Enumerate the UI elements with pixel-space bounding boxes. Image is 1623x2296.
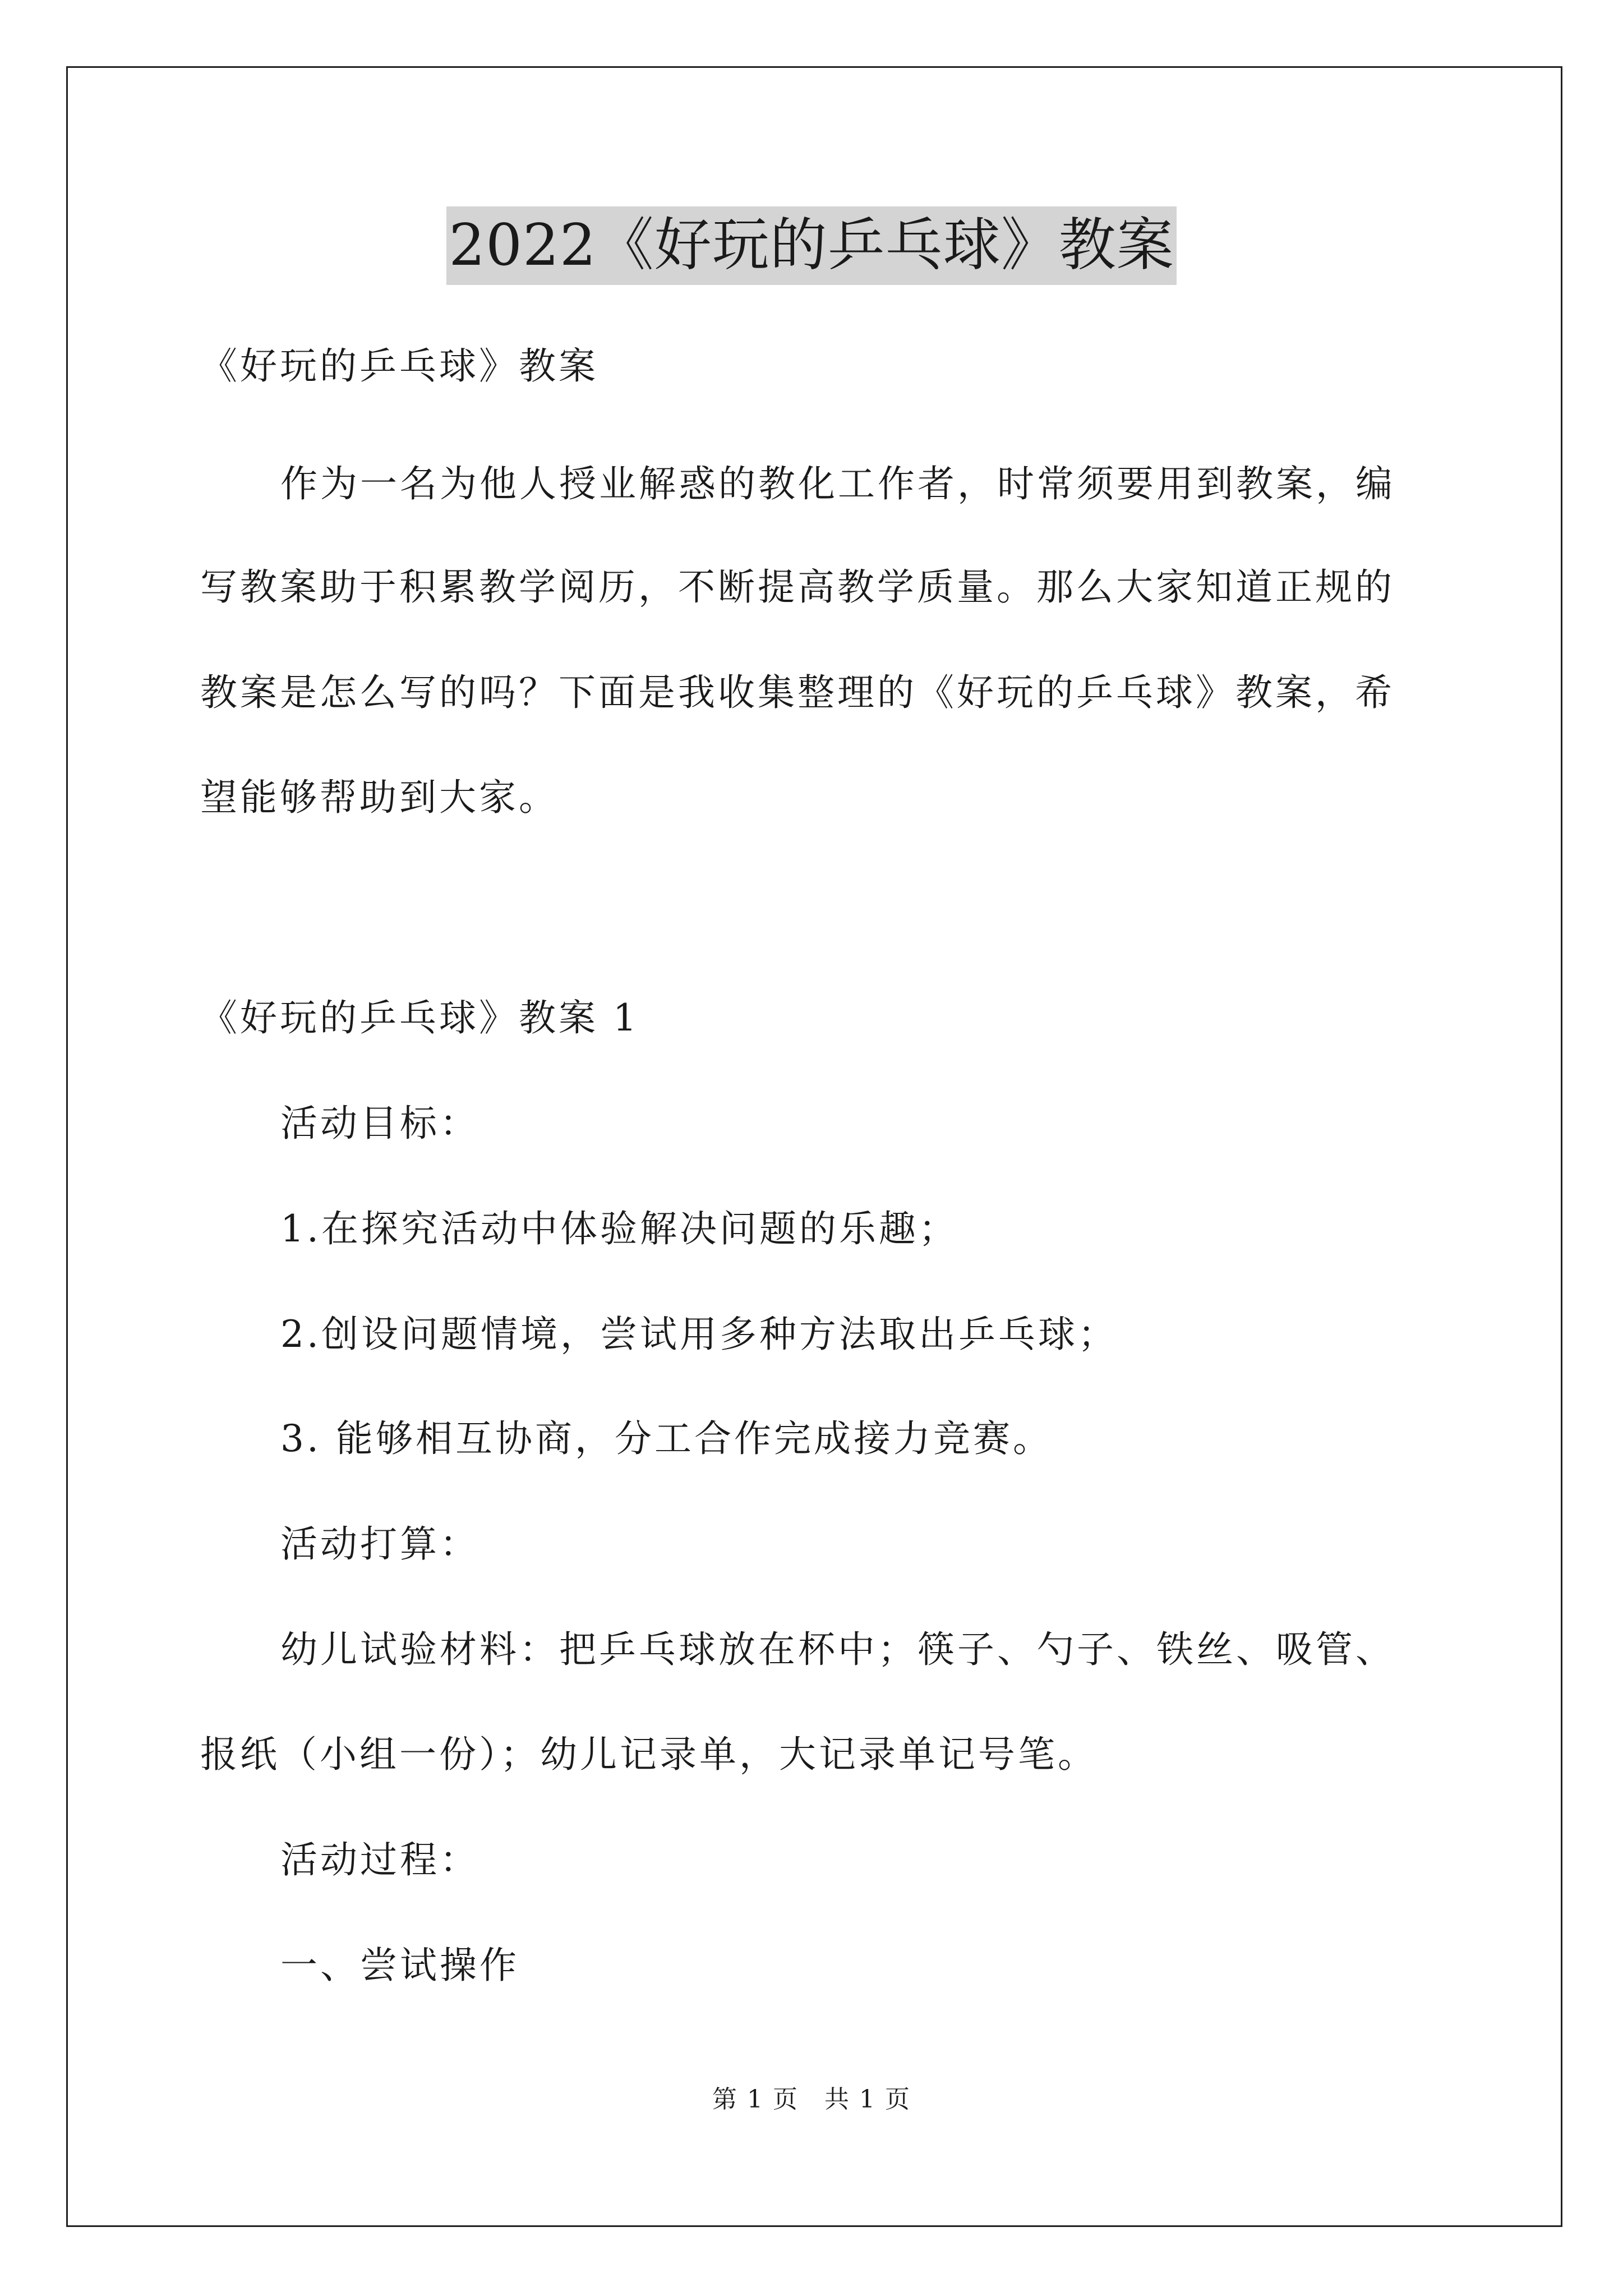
section-heading: 《好玩的乒乓球》教案 1: [200, 996, 639, 1039]
title-container: [0, 206, 1623, 285]
paragraph-line: 一、尝试操作: [280, 1944, 519, 1987]
list-item: 2.创设问题情境，尝试用多种方法取出乒乓球；: [280, 1313, 1118, 1356]
page-footer: 第 1 页 共 1 页: [712, 2085, 911, 2114]
subtitle-line: 《好玩的乒乓球》教案: [200, 344, 598, 388]
paragraph-line: 教案是怎么写的吗？下面是我收集整理的《好玩的乒乓球》教案，希: [200, 671, 1395, 714]
paragraph-line: 望能够帮助到大家。: [200, 776, 559, 819]
paragraph-line: 报纸（小组一份）；幼儿记录单，大记录单记号笔。: [200, 1733, 1098, 1776]
list-item: 3. 能够相互协商，分工合作完成接力竞赛。: [280, 1417, 1053, 1460]
paragraph-line: 活动打算：: [280, 1522, 479, 1566]
paragraph-line: 作为一名为他人授业解惑的教化工作者，时常须要用到教案，编: [280, 462, 1395, 505]
list-item: 1.在探究活动中体验解决问题的乐趣；: [280, 1207, 958, 1250]
paragraph-line: 写教案助于积累教学阅历，不断提高教学质量。那么大家知道正规的: [200, 565, 1395, 609]
paragraph-line: 活动目标：: [280, 1102, 479, 1145]
paragraph-line: 活动过程：: [280, 1838, 479, 1881]
paragraph-line: 幼儿试验材料：把乒乓球放在杯中；筷子、勺子、铁丝、吸管、: [280, 1628, 1395, 1671]
document-title: 2022《好玩的乒乓球》教案: [446, 206, 1177, 285]
